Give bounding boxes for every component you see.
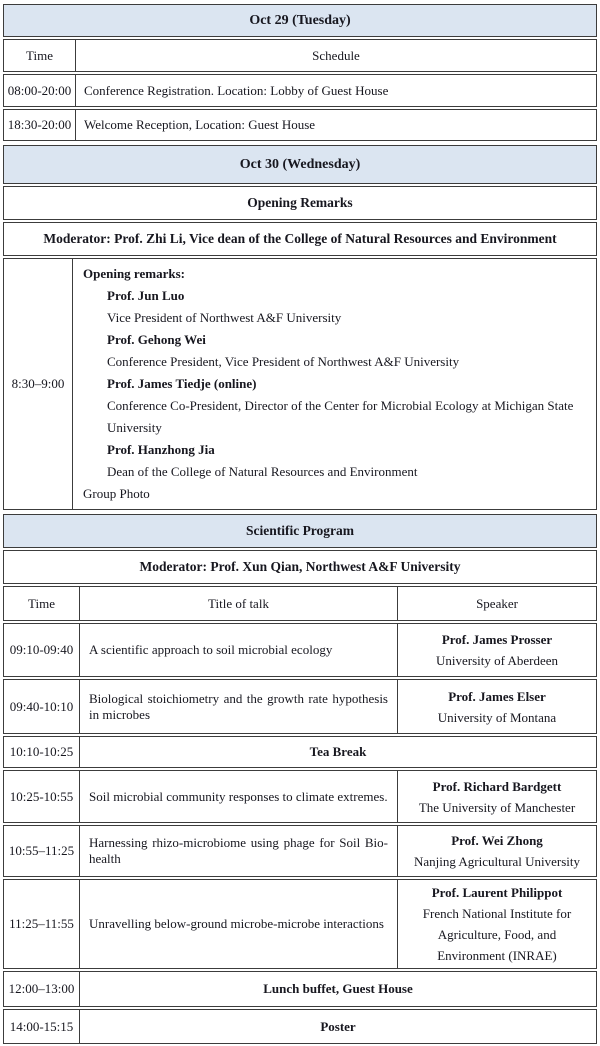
day1-col-time: Time xyxy=(3,39,76,72)
speaker-name: Prof. Richard Bardgett xyxy=(432,778,562,794)
day2-title: Oct 30 (Wednesday) xyxy=(3,145,597,184)
talk-title: A scientific approach to soil microbial ecology xyxy=(80,623,398,677)
talk-title: Harnessing rhizo-microbiome using phage for Soil Bio-health xyxy=(80,825,398,877)
scientific-moderator: Moderator: Prof. Xun Qian, Northwest A&F University xyxy=(3,550,597,584)
opening-speaker-name: Prof. Jun Luo xyxy=(107,288,185,303)
break-time: 10:10-10:25 xyxy=(3,736,80,768)
speaker-affiliation: University of Aberdeen xyxy=(435,653,559,668)
opening-moderator-row xyxy=(3,222,597,256)
talk-time: 10:25-10:55 xyxy=(3,770,80,823)
talk-time: 11:25–11:55 xyxy=(3,879,80,969)
talk-title: Soil microbial community responses to climate extremes. xyxy=(80,770,398,823)
speaker-affiliation: French National Institute for Agriculture, Food, and Environment (INRAE) xyxy=(422,906,572,963)
day1-row xyxy=(3,74,597,107)
break-time: 14:00-15:15 xyxy=(3,1009,80,1044)
talks-column-header-row xyxy=(3,586,597,621)
opening-speaker-desc: Conference Co-President, Director of the Center for Microbial Ecology at Michigan State University xyxy=(107,398,574,435)
opening-remarks-header-row xyxy=(3,186,597,220)
talk-time: 09:40-10:10 xyxy=(3,679,80,734)
day2-header-row xyxy=(3,145,597,184)
col-speaker: Speaker xyxy=(398,586,597,621)
talk-speaker xyxy=(398,679,597,734)
day2-opening-table xyxy=(3,143,597,512)
opening-speaker-name: Prof. James Tiedje (online) xyxy=(107,376,257,391)
talk-row xyxy=(3,623,597,677)
break-row xyxy=(3,736,597,768)
opening-remarks-content xyxy=(73,258,597,510)
talk-row xyxy=(3,825,597,877)
col-title-of-talk: Title of talk xyxy=(80,586,398,621)
talk-time: 09:10-09:40 xyxy=(3,623,80,677)
opening-speaker-desc: Dean of the College of Natural Resources and Environment xyxy=(107,464,418,479)
speaker-affiliation: Nanjing Agricultural University xyxy=(413,854,581,869)
opening-remarks-heading: Opening remarks: xyxy=(83,266,185,281)
day1-title: Oct 29 (Tuesday) xyxy=(3,4,597,37)
event-time: 08:00-20:00 xyxy=(3,74,76,107)
opening-speaker-desc: Vice President of Northwest A&F University xyxy=(107,310,342,325)
break-label: Tea Break xyxy=(80,736,597,768)
scientific-moderator-row xyxy=(3,550,597,584)
opening-time: 8:30–9:00 xyxy=(3,258,73,510)
day1-header-row xyxy=(3,4,597,37)
talk-speaker xyxy=(398,623,597,677)
talk-row xyxy=(3,879,597,969)
event-description: Welcome Reception, Location: Guest House xyxy=(76,109,597,141)
col-time: Time xyxy=(3,586,80,621)
speaker-name: Prof. James Elser xyxy=(448,688,546,704)
speaker-name: Prof. James Prosser xyxy=(441,632,553,647)
talk-row xyxy=(3,770,597,823)
talk-speaker xyxy=(398,879,597,969)
break-row xyxy=(3,1009,597,1044)
day1-col-schedule: Schedule xyxy=(76,39,597,72)
break-label: Poster xyxy=(80,1009,597,1044)
talk-speaker xyxy=(398,825,597,877)
day1-row xyxy=(3,109,597,141)
scientific-program-table xyxy=(3,512,597,1046)
speaker-name: Prof. Laurent Philippot xyxy=(431,885,563,900)
event-description: Conference Registration. Location: Lobby of Guest House xyxy=(76,74,597,107)
day1-table xyxy=(3,2,597,143)
opening-moderator: Moderator: Prof. Zhi Li, Vice dean of the College of Natural Resources and Environment xyxy=(3,222,597,256)
scientific-program-header-row xyxy=(3,514,597,548)
speaker-name: Prof. Wei Zhong xyxy=(451,833,543,848)
break-time: 12:00–13:00 xyxy=(3,971,80,1007)
talk-time: 10:55–11:25 xyxy=(3,825,80,877)
opening-speaker-name: Prof. Hanzhong Jia xyxy=(107,442,215,457)
opening-remarks-row xyxy=(3,258,597,510)
talk-row xyxy=(3,679,597,734)
speaker-affiliation: University of Montana xyxy=(437,709,557,725)
opening-remarks-title: Opening Remarks xyxy=(3,186,597,220)
talk-speaker xyxy=(398,770,597,823)
break-label: Lunch buffet, Guest House xyxy=(80,971,597,1007)
event-time: 18:30-20:00 xyxy=(3,109,76,141)
scientific-program-title: Scientific Program xyxy=(3,514,597,548)
day1-column-header-row xyxy=(3,39,597,72)
opening-speaker-name: Prof. Gehong Wei xyxy=(107,332,206,347)
talk-title: Unravelling below-ground microbe-microbe interactions xyxy=(80,879,398,969)
group-photo-note: Group Photo xyxy=(83,486,150,501)
talk-title: Biological stoichiometry and the growth rate hypothesis in microbes xyxy=(80,679,398,734)
speaker-affiliation: The University of Manchester xyxy=(418,799,576,815)
break-row xyxy=(3,971,597,1007)
opening-speaker-desc: Conference President, Vice President of Northwest A&F University xyxy=(107,354,460,369)
